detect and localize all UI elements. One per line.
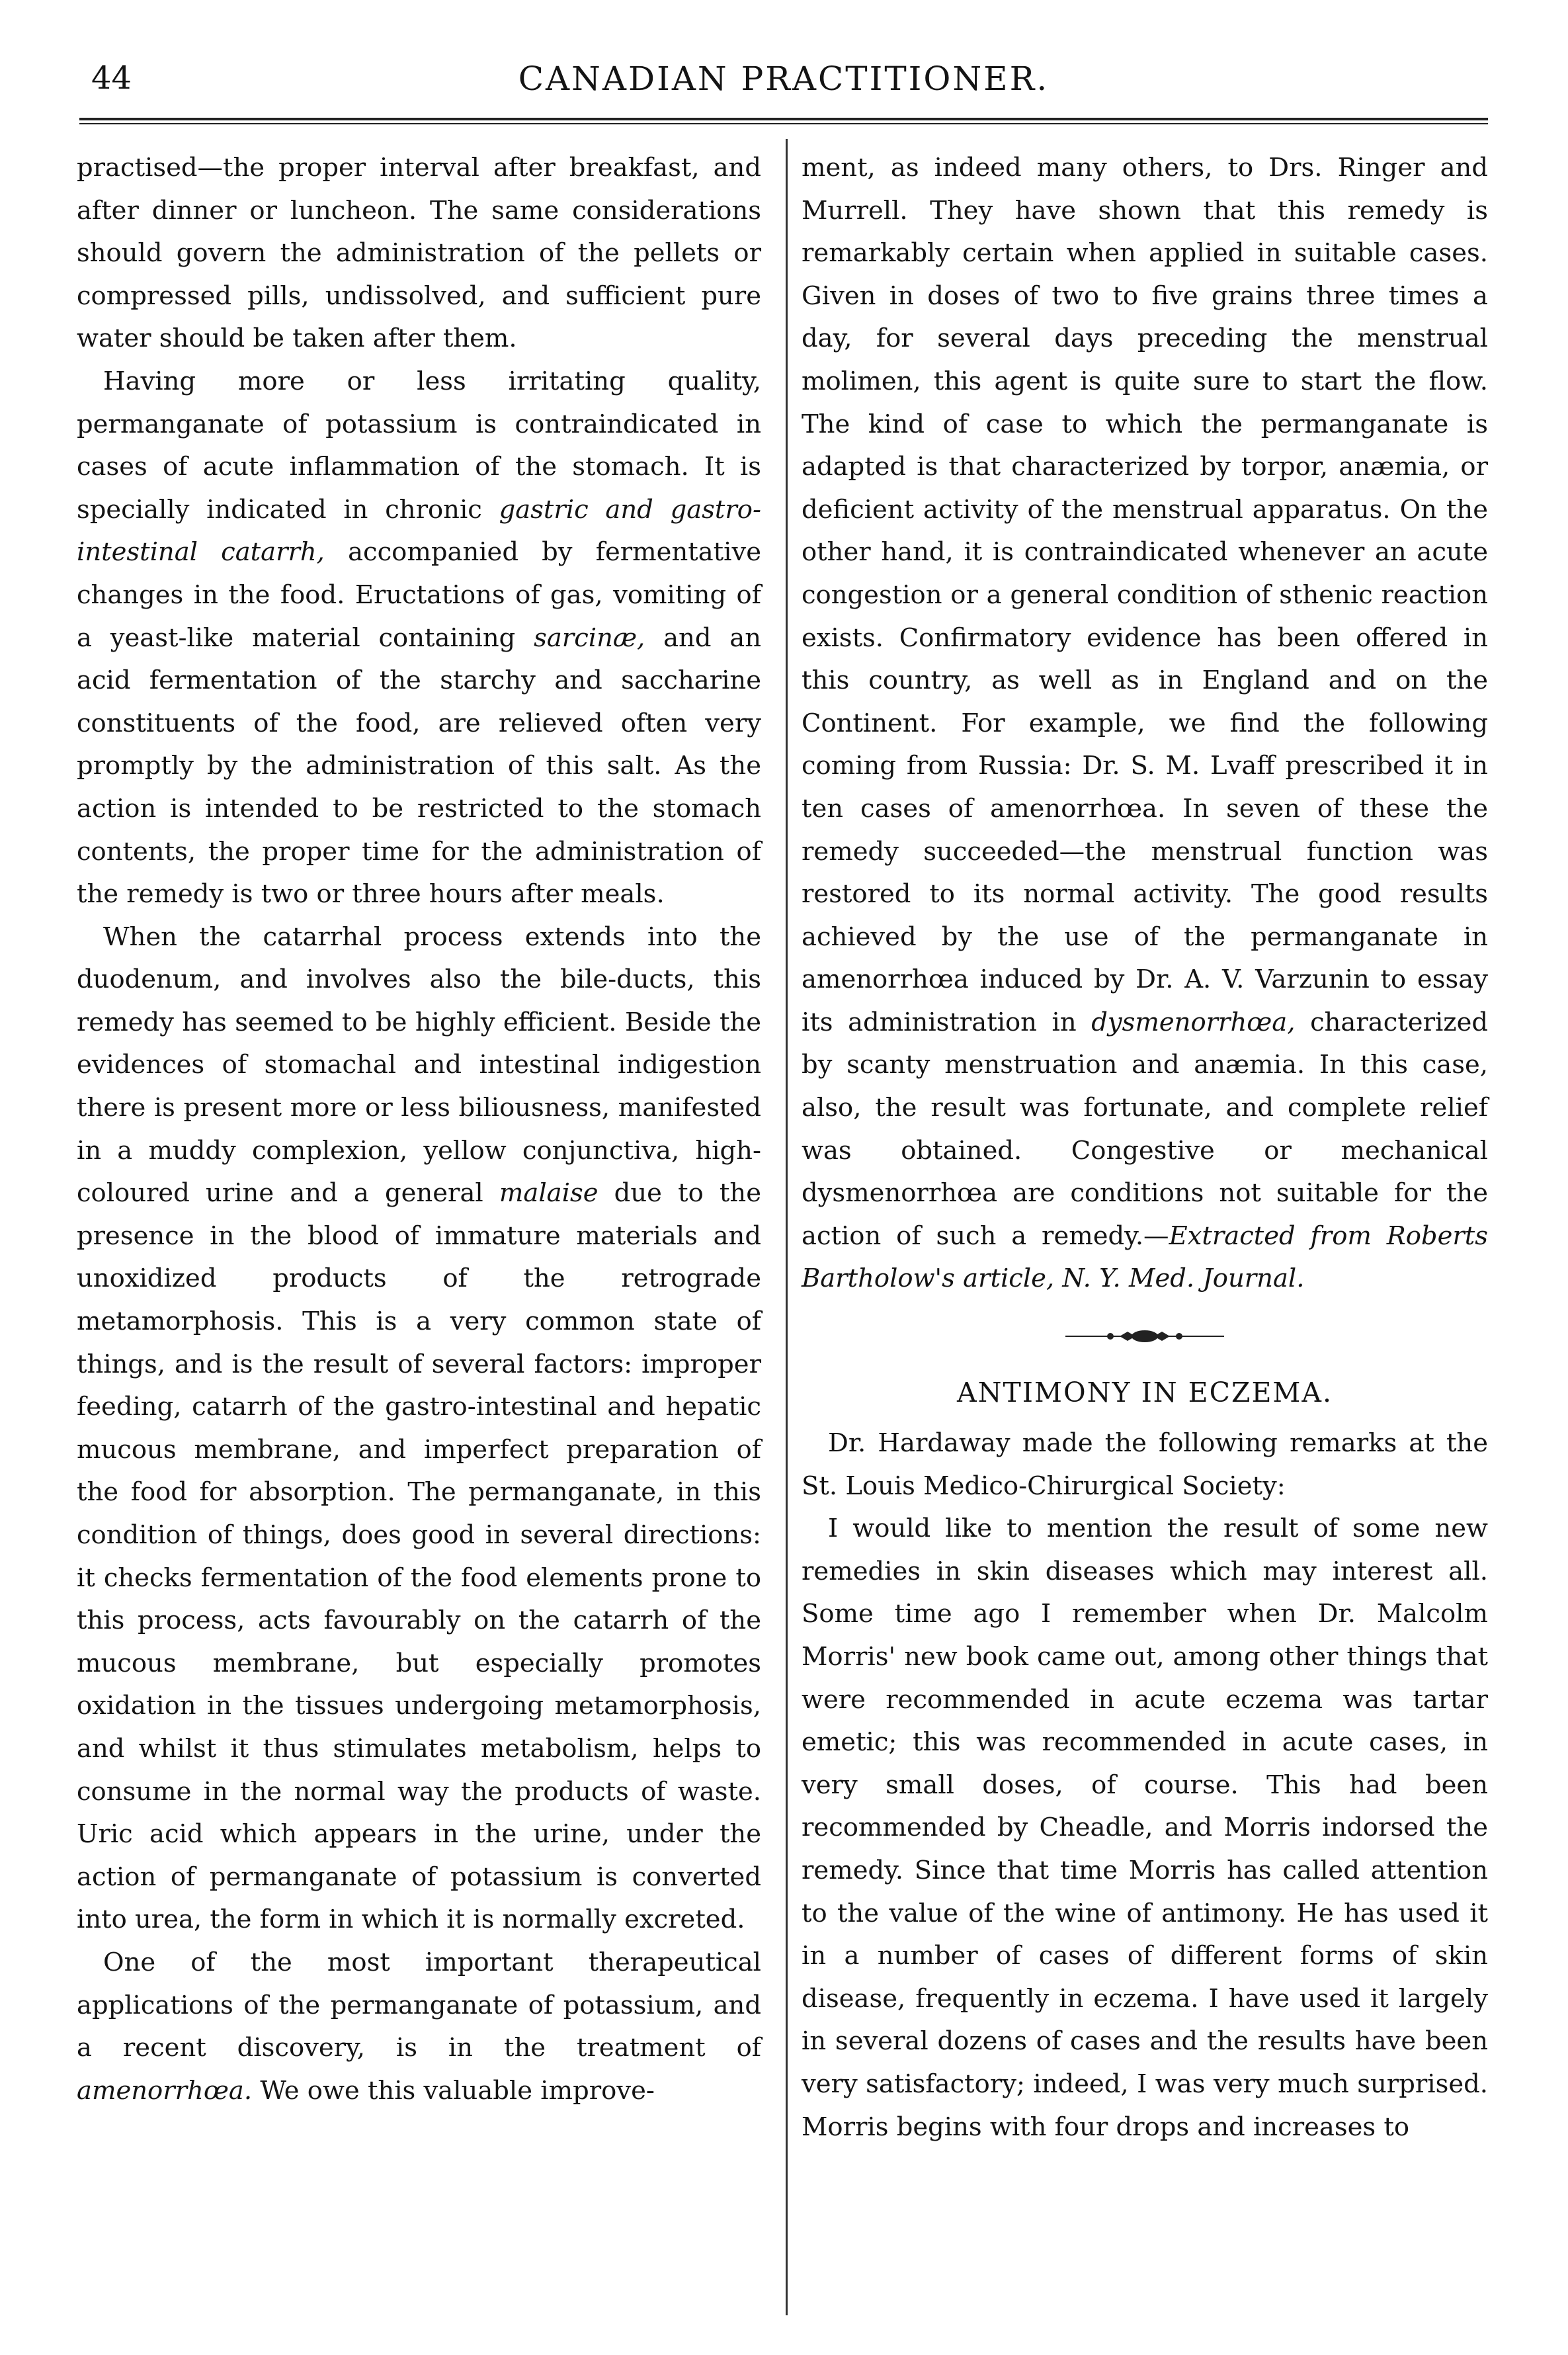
paragraph: I would like to mention the result of some new remedies in skin diseases which may interest all. Some time ago I remember when Dr. Malcolm Morris' new book came out, among other things that were recommended in acute eczema was tartar emetic; this was recommended in acute cases, in very small doses, of course. This had been recommended by Cheadle, and Morris indorsed the remedy. Since that time Morris has called attention to the value of the wine of antimony. He has used it in a number of cases of different forms of skin disease, frequently in eczema. I have used it largely in several dozens of cases and the results have been very satisfactory; indeed, I was very much surprised. Morris begins with four drops and increases to: [802, 1514, 1488, 2142]
paragraph: Having more or less irritating quality, permanganate of potassium is contraindicated in cases of acute inflammation of the stomach. It is specially indicated in chronic gastric and gastro-intestinal catarrh, accompanied by fermentative changes in the food. Eructations of gas, vomiting of a yeast-like material containing sarcinæ, and an acid fermentation of the starchy and saccharine constituents of the food, are relieved often very promptly by the administration of this salt. As the action is intended to be restricted to the stomach contents, the proper time for the administration of the remedy is two or three hours after meals.: [77, 366, 761, 910]
source-citation: Extracted from Roberts Bartholow's article, N. Y. Med. Journal.: [802, 1220, 1488, 1294]
ornament-icon: [1059, 1323, 1231, 1349]
paragraph: ment, as indeed many others, to Drs. Ringer and Murrell. They have shown that this remedy is remarkably certain when applied in suitable cases. Given in doses of two to five grains three times a day, for several days preceding the menstrual molimen, this agent is quite sure to start the flow. The kind of case to which the permanganate is adapted is that characterized by torpor, anæmia, or deficient activity of the menstrual apparatus. On the other hand, it is contraindicated whenever an acute congestion or a general condition of sthenic reaction exists. Confirmatory evidence has been offered in this country, as well as in England and on the Continent. For example, we find the following coming from Russia: Dr. S. M. Lvaff prescribed it in ten cases of amenorrhœa. In seven of these the remedy succeeded—the menstrual function was restored to its normal activity. The good results achieved by the use of the permanganate in amenorrhœa induced by Dr. A. V. Varzunin to essay its administration in dysmenorrhœa, characterized by scanty menstruation and anæmia. In this case, also, the result was fortunate, and complete relief was obtained. Congestive or mechanical dysmenorrhœa are conditions not suitable for the action of such a remedy.—Extracted from Roberts Bartholow's article, N. Y. Med. Journal.: [802, 153, 1488, 1294]
ornament-divider: [802, 1320, 1488, 1347]
journal-title: CANADIAN PRACTITIONER.: [518, 60, 1050, 98]
right-column: [802, 147, 1488, 2149]
paragraph: practised—the proper interval after breakfast, and after dinner or luncheon. The same considerations should govern the administration of the pellets or compressed pills, undissolved, and sufficient pure water should be taken after them.: [77, 153, 761, 354]
left-column: [77, 147, 761, 2112]
header-rule-thin: [79, 123, 1488, 124]
page-number: 44: [91, 60, 132, 97]
running-header: [79, 53, 1488, 119]
header-rule-thick: [79, 118, 1488, 120]
paragraph: When the catarrhal process extends into the duodenum, and involves also the bile-ducts, this remedy has seemed to be highly efficient. Beside the evidences of stomachal and intestinal indigestion there is present more or less biliousness, manifested in a muddy complexion, yellow conjunctiva, high-coloured urine and a general malaise due to the presence in the blood of immature materials and unoxidized products of the retrograde metamorphosis. This is a very common state of things, and is the result of several factors: improper feeding, catarrh of the gastro-intestinal and hepatic mucous membrane, and imperfect preparation of the food for absorption. The permanganate, in this condition of things, does good in several directions: it checks fermentation of the food elements prone to this process, acts favourably on the catarrh of the mucous membrane, but especially promotes oxidation in the tissues undergoing metamorphosis, and whilst it thus stimulates metabolism, helps to consume in the normal way the products of waste. Uric acid which appears in the urine, under the action of permanganate of potassium is converted into urea, the form in which it is normally excreted.: [77, 921, 761, 1935]
paragraph: One of the most important therapeutical applications of the permanganate of potassium, and a recent discovery, is in the treatment of amenorrhœa. We owe this valuable improve-: [77, 1947, 761, 2106]
paragraph: Dr. Hardaway made the following remarks at the St. Louis Medico-Chirurgical Society:: [802, 1428, 1488, 1501]
section-title: ANTIMONY IN ECZEMA.: [956, 1377, 1333, 1409]
column-divider: [786, 139, 788, 2315]
